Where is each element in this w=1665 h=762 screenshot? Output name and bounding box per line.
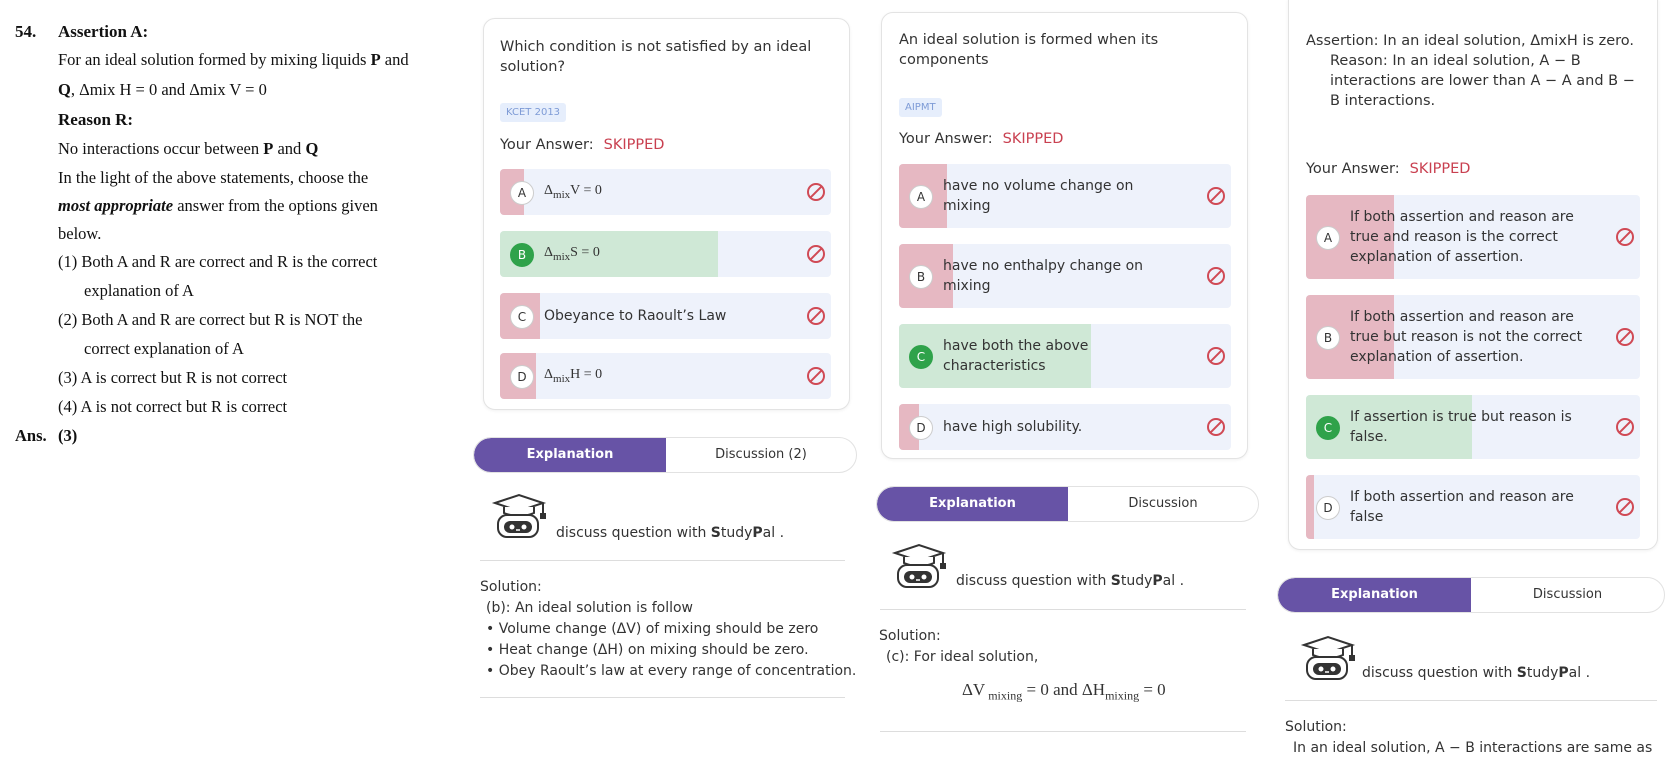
option-b[interactable] (500, 231, 831, 277)
tab-explanation[interactable]: Explanation (877, 487, 1068, 521)
option-text: If both assertion and reason are true and reason is the correct explanation of assertion. (1350, 209, 1574, 265)
assertion-text-2: Q, Δmix H = 0 and Δmix V = 0 (58, 80, 267, 99)
option-d[interactable] (1306, 475, 1640, 539)
book-option-3: (3) A is correct but R is not correct (58, 368, 288, 387)
question-line: Reason: In an ideal solution, A − B (1330, 53, 1581, 69)
explanation-tabs (876, 486, 1259, 522)
solution-line: (c): For ideal solution, (886, 649, 1039, 665)
question-card (881, 12, 1248, 459)
question-text: Which condition is not satisfied by an ideal solution? (500, 39, 812, 75)
solution-line: • Obey Raoult’s law at every range of concentration. (486, 663, 857, 679)
option-text: have both the above characteristics (943, 338, 1089, 374)
question-card-column-1 (470, 0, 855, 762)
tab-discussion[interactable]: Discussion (1128, 496, 1198, 511)
book-option-1-cont: explanation of A (84, 281, 194, 300)
assertion-text-1: For an ideal solution formed by mixing liquids P and (58, 50, 409, 69)
option-letter: C (909, 345, 933, 369)
option-text: If both assertion and reason are false (1350, 489, 1574, 525)
question-line: Assertion: In an ideal solution, ΔmixH is zero. (1306, 33, 1635, 49)
exam-tag: KCET 2013 (500, 103, 566, 122)
option-c[interactable] (1306, 395, 1640, 459)
wrong-icon (1616, 418, 1634, 436)
question-text: An ideal solution is formed when its components (899, 32, 1159, 68)
wrong-icon (1616, 498, 1634, 516)
option-text: Obeyance to Raoult’s Law (544, 308, 727, 324)
option-c[interactable] (500, 293, 831, 339)
wrong-icon (1207, 267, 1225, 285)
wrong-icon (1616, 228, 1634, 246)
divider (880, 731, 1246, 732)
answer-label: Ans. (15, 426, 47, 445)
wrong-icon (807, 367, 825, 385)
tab-discussion[interactable]: Discussion (2) (715, 447, 807, 462)
solution-label: Solution: (1285, 719, 1347, 735)
option-b[interactable] (899, 244, 1231, 308)
answer-value: (3) (58, 426, 78, 445)
question-line: interactions are lower than A − A and B − (1330, 73, 1635, 89)
question-card (1288, 0, 1658, 550)
solution-line: • Volume change (ΔV) of mixing should be zero (486, 621, 819, 637)
explanation-tabs (473, 437, 857, 473)
option-a[interactable] (899, 164, 1231, 228)
question-card-column-3 (1275, 0, 1665, 762)
question-card (483, 18, 850, 410)
wrong-icon (807, 245, 825, 263)
option-letter: B (510, 243, 534, 267)
discuss-link[interactable]: discuss question with StudyPal . (956, 573, 1185, 589)
option-letter: A (909, 185, 933, 209)
discuss-link[interactable]: discuss question with StudyPal . (1362, 665, 1591, 681)
option-letter: B (909, 265, 933, 289)
studypal-bot-icon (490, 493, 548, 539)
option-text: have high solubility. (943, 419, 1083, 435)
option-letter: A (1316, 226, 1340, 250)
explanation-tabs (1277, 577, 1665, 613)
option-text: $\Delta_{mix}V = 0$ (544, 183, 602, 201)
wrong-icon (1207, 187, 1225, 205)
book-option-2-cont: correct explanation of A (84, 339, 244, 358)
instruction-line-2: most appropriate answer from the options given (58, 196, 378, 215)
option-b[interactable] (1306, 295, 1640, 379)
divider (480, 697, 845, 698)
reason-heading: Reason R: (58, 110, 134, 129)
option-text: If both assertion and reason are true but reason is not the correct explanation of assertion. (1350, 309, 1583, 365)
option-a[interactable] (1306, 195, 1640, 279)
solution-line: (b): An ideal solution is follow (486, 600, 693, 616)
solution-label: Solution: (879, 628, 941, 644)
option-letter: D (510, 365, 534, 389)
option-text: $\Delta_{mix}S = 0$ (544, 245, 600, 263)
option-text: have no volume change on mixing (943, 178, 1134, 214)
option-d[interactable] (899, 404, 1231, 450)
discuss-link[interactable]: discuss question with StudyPal . (556, 525, 785, 541)
wrong-icon (807, 307, 825, 325)
divider (880, 609, 1246, 610)
option-text: If assertion is true but reason is false. (1350, 409, 1572, 445)
studypal-bot-icon (890, 543, 948, 589)
option-c[interactable] (899, 324, 1231, 388)
skipped-status: SKIPPED (1002, 131, 1064, 147)
wrong-icon (1207, 347, 1225, 365)
instruction-line-3: below. (58, 224, 102, 243)
studypal-bot-icon (1299, 635, 1357, 681)
your-answer: Your Answer: SKIPPED (899, 131, 1064, 147)
book-option-2: (2) Both A and R are correct but R is NOT the (58, 310, 363, 329)
solution-line: • Heat change (ΔH) on mixing should be zero. (486, 642, 809, 658)
your-answer: Your Answer: SKIPPED (1306, 161, 1471, 177)
divider (480, 560, 845, 561)
tab-explanation[interactable]: Explanation (474, 438, 666, 472)
book-question (0, 0, 430, 762)
option-letter: D (1316, 496, 1340, 520)
tab-explanation[interactable]: Explanation (1278, 578, 1471, 612)
solution-label: Solution: (480, 579, 542, 595)
option-a[interactable] (500, 169, 831, 215)
option-letter: C (1316, 416, 1340, 440)
instruction-line-1: In the light of the above statements, choose the (58, 168, 369, 187)
divider (1285, 700, 1657, 701)
option-text: have no enthalpy change on mixing (943, 258, 1144, 294)
option-letter: A (510, 181, 534, 205)
option-letter: C (510, 305, 534, 329)
book-option-4: (4) A is not correct but R is correct (58, 397, 288, 416)
wrong-icon (1207, 418, 1225, 436)
skipped-status: SKIPPED (603, 137, 665, 153)
assertion-heading: Assertion A: (58, 22, 149, 41)
question-card-column-2 (872, 0, 1257, 762)
option-text: $\Delta_{mix}H = 0$ (544, 367, 603, 385)
tab-discussion[interactable]: Discussion (1532, 587, 1603, 602)
option-letter: D (909, 416, 933, 440)
exam-tag: AIPMT (899, 98, 942, 117)
book-option-1: (1) Both A and R are correct and R is the correct (58, 252, 378, 271)
solution-formula: ΔV $_{mixing}$ = 0 and $\Delta H_{mixing} = 0$ (962, 680, 1166, 703)
question-line: B interactions. (1330, 93, 1436, 109)
skipped-status: SKIPPED (1409, 161, 1471, 177)
wrong-icon (807, 183, 825, 201)
option-letter: B (1316, 326, 1340, 350)
reason-text: No interactions occur between P and Q (58, 139, 319, 158)
option-d[interactable] (500, 353, 831, 399)
question-number: 54. (15, 22, 37, 41)
your-answer: Your Answer: SKIPPED (500, 137, 665, 153)
wrong-icon (1616, 328, 1634, 346)
solution-line: In an ideal solution, A − B interactions are same as (1293, 740, 1653, 756)
question-text (1306, 31, 1635, 111)
